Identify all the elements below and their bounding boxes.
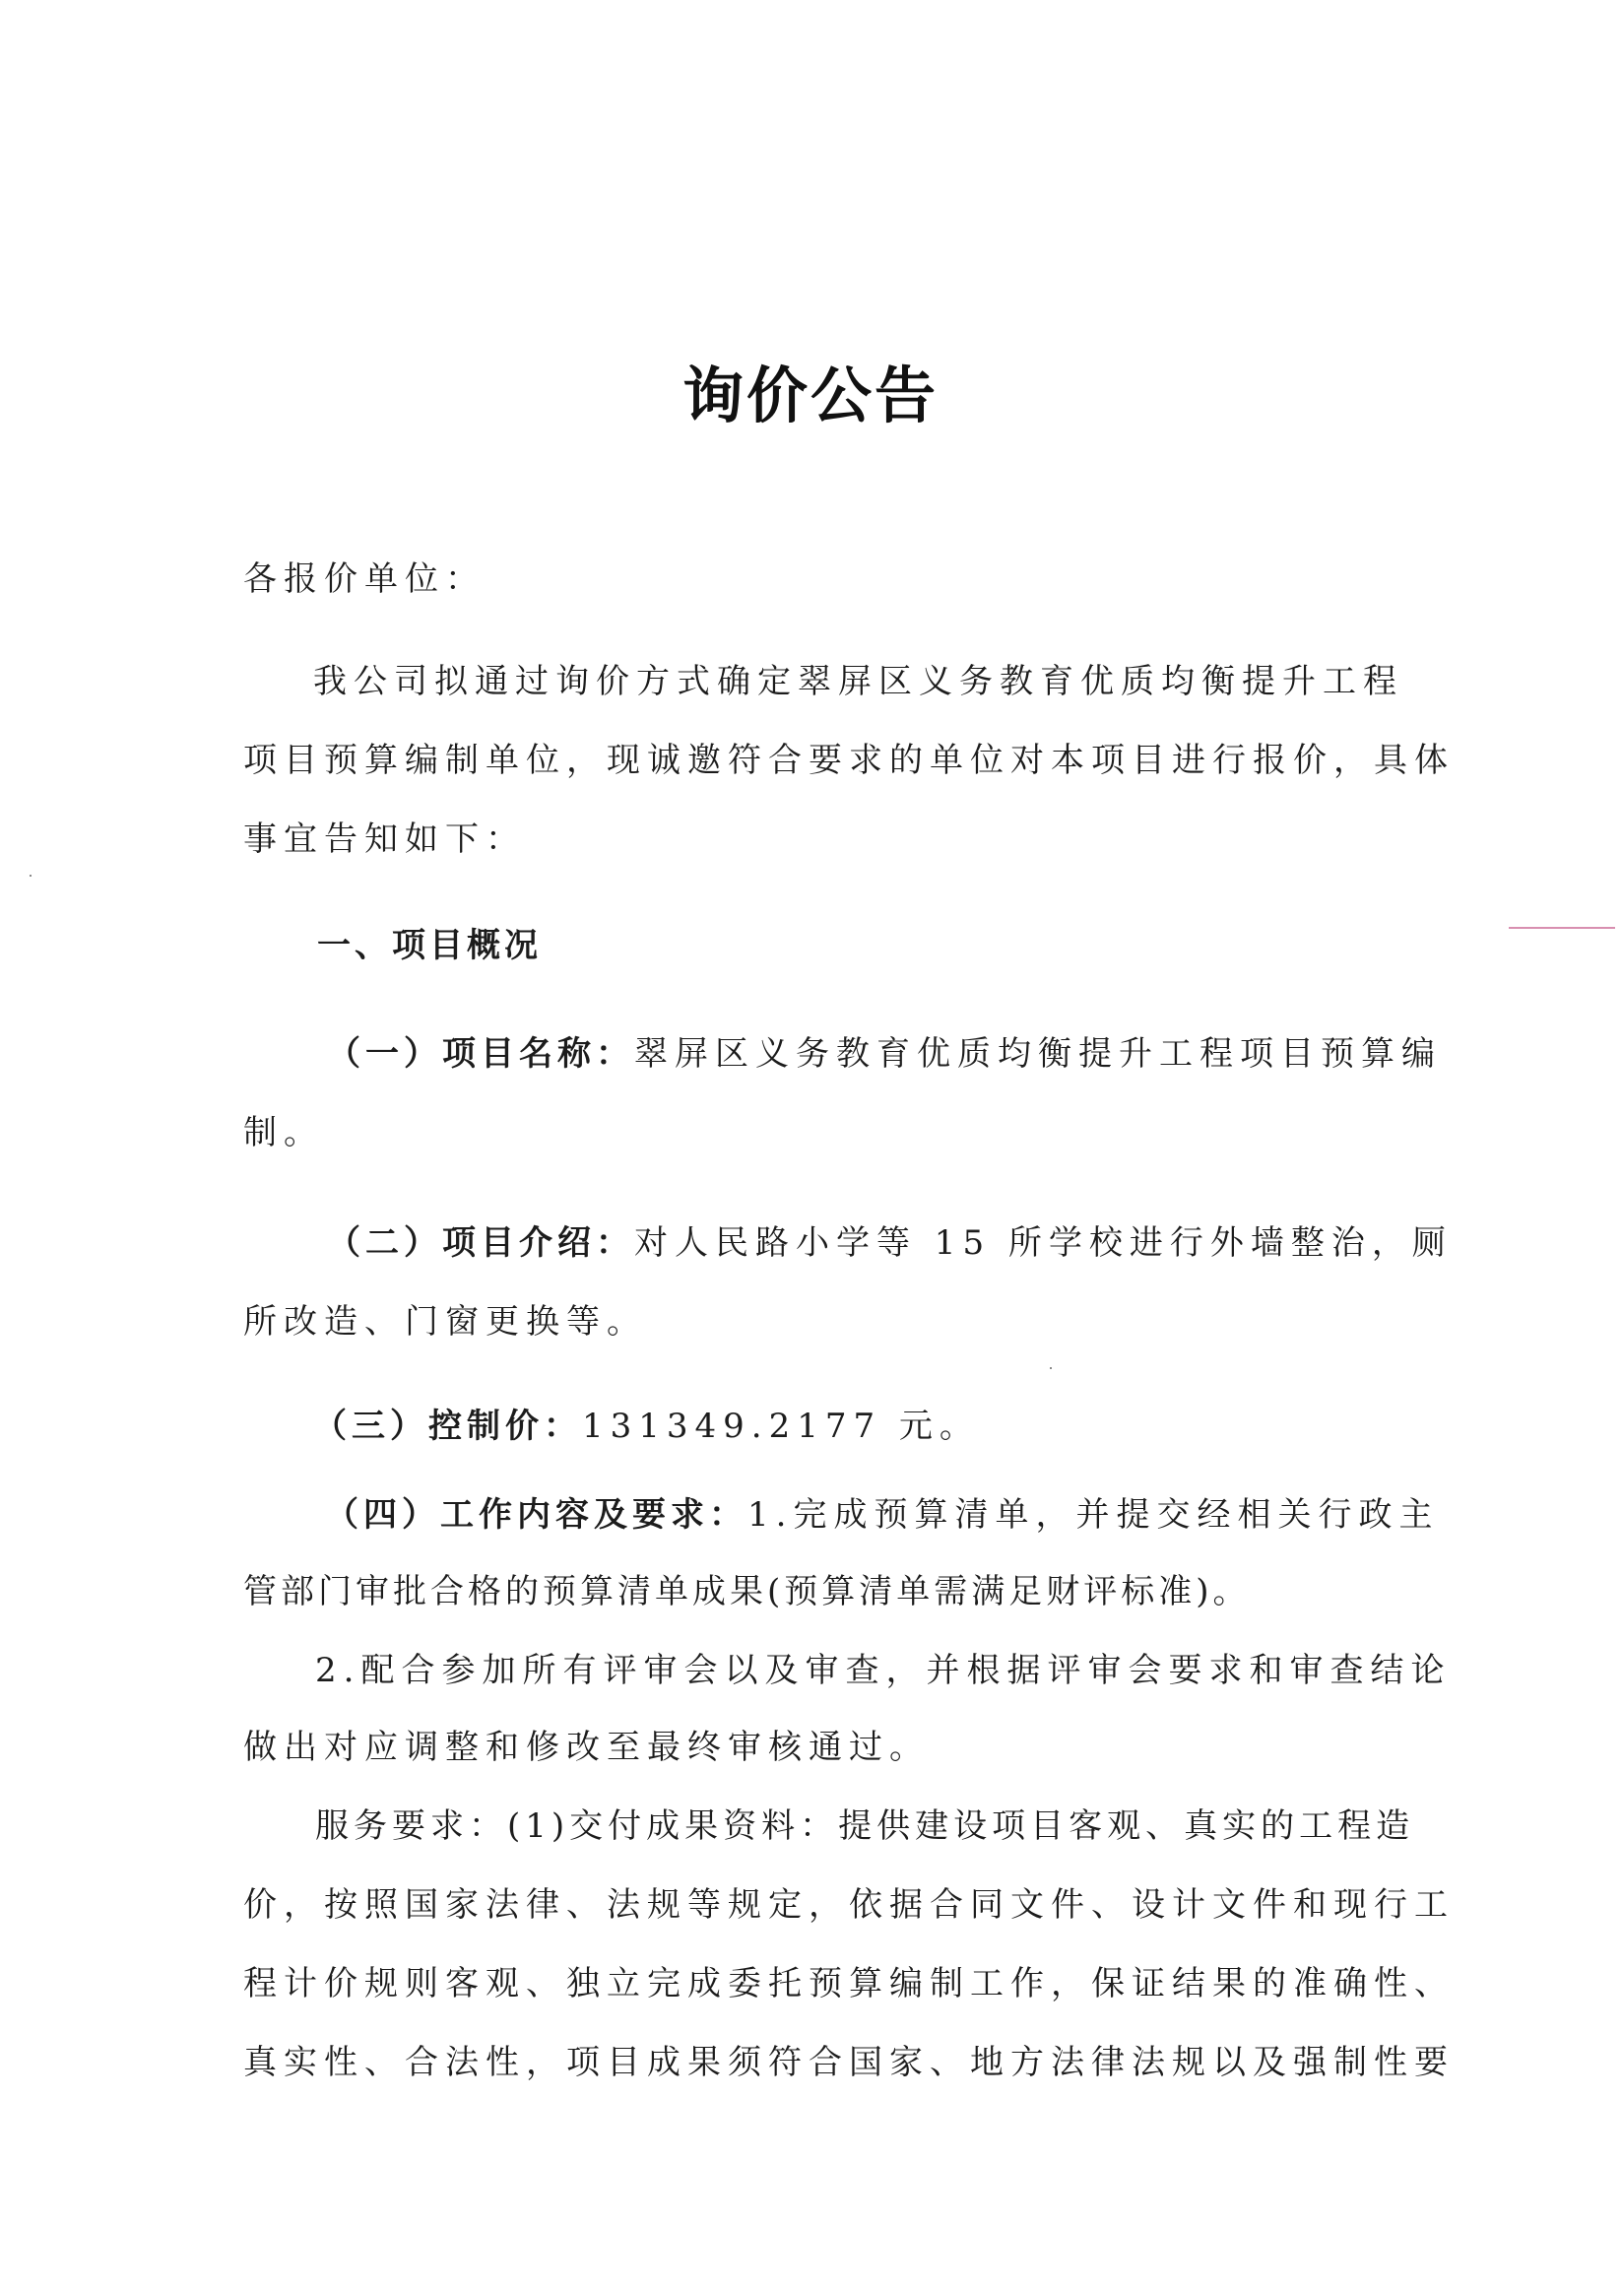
intro-line-2: 项目预算编制单位，现诚邀符合要求的单位对本项目进行报价，具体 [243, 741, 1455, 780]
document-title: 询价公告 [681, 360, 939, 431]
item-project-intro-cont: 所改造、门窗更换等。 [243, 1302, 647, 1342]
item-work-content-cont: 管部门审批合格的预算清单成果(预算清单需满足财评标准)。 [243, 1572, 1251, 1611]
salutation: 各报价单位： [243, 559, 486, 599]
item-project-intro-text: 对人民路小学等 15 所学校进行外墙整治，厕 [634, 1223, 1453, 1263]
item-control-price [313, 1407, 980, 1446]
point-2-line-2: 做出对应调整和修改至最终审核通过。 [243, 1728, 930, 1767]
service-line-1: 服务要求：(1)交付成果资料：提供建设项目客观、真实的工程造 [315, 1806, 1415, 1846]
margin-mark [1509, 927, 1615, 929]
scan-speck [1050, 1367, 1052, 1369]
item-project-name-label: （一）项目名称： [327, 1034, 634, 1074]
intro-line-3: 事宜告知如下： [243, 820, 526, 859]
item-project-name [327, 1034, 1442, 1074]
scan-speck [30, 875, 32, 877]
point-2-line-1: 2.配合参加所有评审会以及审查，并根据评审会要求和审查结论 [315, 1651, 1452, 1690]
service-line-2: 价，按照国家法律、法规等规定，依据合同文件、设计文件和现行工 [243, 1885, 1455, 1925]
item-project-intro [327, 1223, 1453, 1263]
service-line-3: 程计价规则客观、独立完成委托预算编制工作，保证结果的准确性、 [243, 1964, 1455, 2003]
item-project-name-text: 翠屏区义务教育优质均衡提升工程项目预算编 [634, 1034, 1442, 1074]
item-work-content-text: 1.完成预算清单，并提交经相关行政主 [747, 1495, 1440, 1535]
item-control-price-label: （三）控制价： [313, 1407, 582, 1446]
item-control-price-text: 131349.2177 元。 [582, 1407, 980, 1446]
section-heading-project-overview: 一、项目概况 [317, 926, 542, 965]
item-project-name-cont: 制。 [243, 1113, 324, 1152]
item-work-content-label: （四）工作内容及要求： [325, 1495, 747, 1535]
item-project-intro-label: （二）项目介绍： [327, 1223, 634, 1263]
service-line-4: 真实性、合法性，项目成果须符合国家、地方法律法规以及强制性要 [243, 2043, 1455, 2082]
item-work-content [325, 1495, 1439, 1535]
intro-line-1: 我公司拟通过询价方式确定翠屏区义务教育优质均衡提升工程 [313, 662, 1403, 701]
